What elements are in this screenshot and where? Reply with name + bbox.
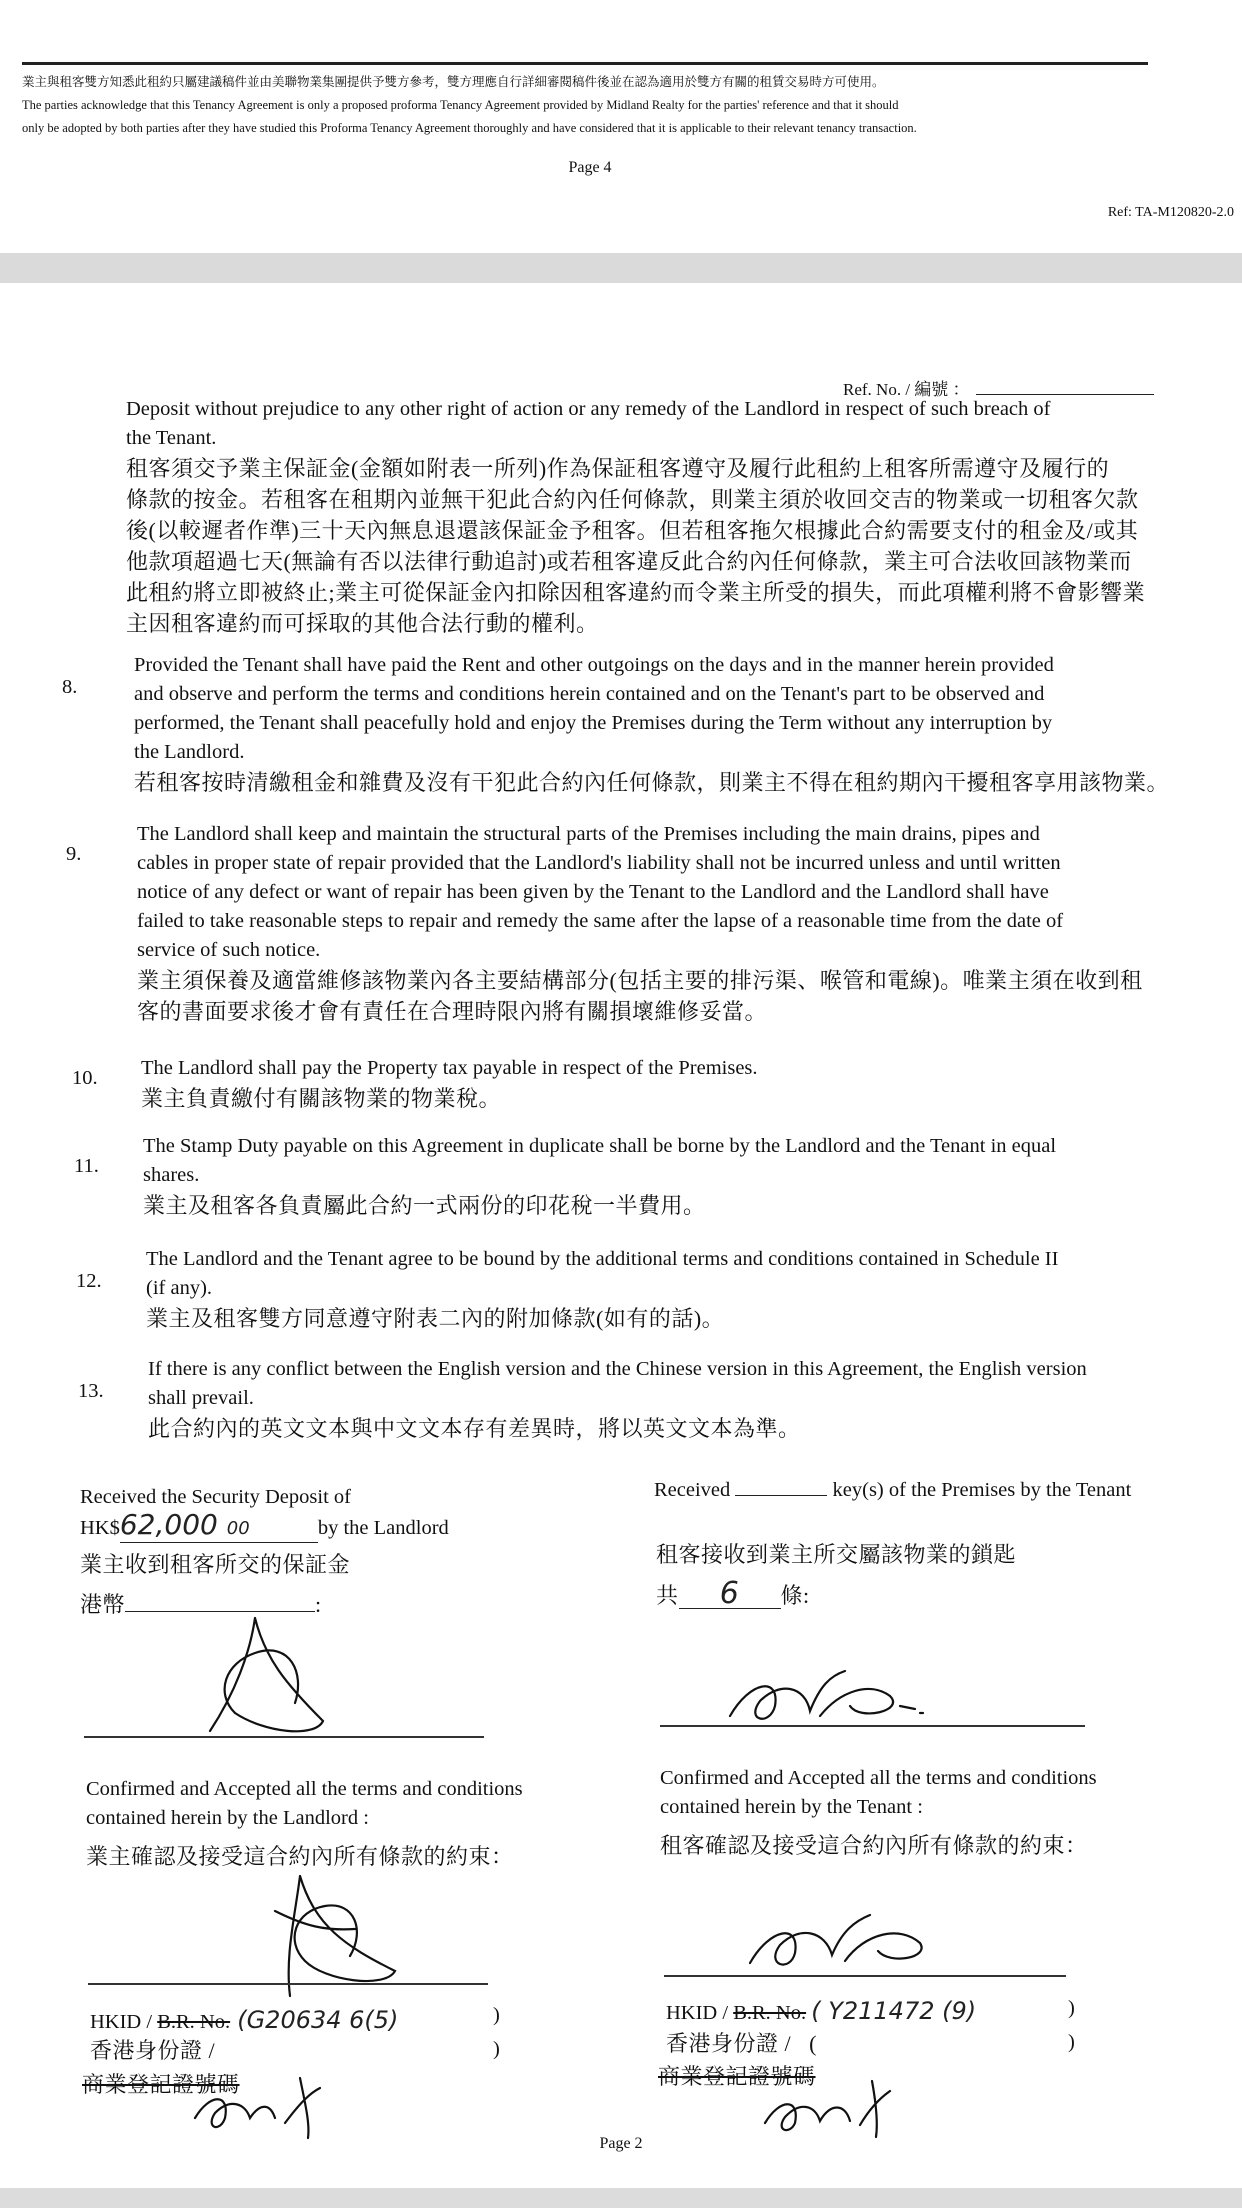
tenant-accept-sign-line [664, 1975, 1066, 1977]
tenant-hkid-close: ) [1068, 1997, 1075, 2019]
page-gap [0, 253, 1242, 283]
clause-12: The Landlord and the Tenant agree to be bound by the additional terms and conditions contained in Schedule II (if any). 業主及租客雙方同意遵守附表二內的附加條款(如有的話)。 [146, 1248, 1059, 1331]
landlord-hkid-zh-close: ) [493, 2038, 500, 2060]
tenant-received-keys-line: Received key(s) of the Premises by the Tenant [654, 1479, 1132, 1501]
landlord-initials-signature [190, 2073, 340, 2143]
landlord-confirm-zh: 業主確認及接受這合約內所有條款的約束： [86, 1844, 514, 1869]
clause-11-number: 11. [74, 1155, 99, 1177]
landlord-received-zh: 業主收到租客所交的保証金 [80, 1552, 351, 1577]
tenant-confirm-1: Confirmed and Accepted all the terms and conditions [660, 1767, 1097, 1789]
clause-13-number: 13. [78, 1380, 104, 1402]
tenant-hkid-line: HKID / B.R. No. ( Y211472 (9) [666, 1997, 977, 2025]
clause-11: The Stamp Duty payable on this Agreement in duplicate shall be borne by the Landlord and the Tenant in equal shares. 業主及租客各負責屬此合約一式兩份的印花稅一半費用。 [143, 1135, 1057, 1218]
clause-12-number: 12. [76, 1270, 102, 1292]
clause-8: Provided the Tenant shall have paid the Rent and other outgoings on the days and in the manner herein provided and observe and perform the terms and conditions herein contained and on the Tenant's part to be observed and performed, the Tenant shall peacefully hold and enjoy the Premises during the Term without any interruption by the Landlord. 若租客按時清繳租金和雜費及沒有干犯此合約內任何條款，則業主不得在租約期內干擾租客享用該物業。 [134, 654, 1170, 795]
disclaimer-zh: 業主與租客雙方知悉此租約只屬建議稿件並由美聯物業集團提供予雙方參考，雙方理應自行詳細審閱稿件後並在認為適用於雙方有關的租賃交易時方可使用。 [22, 75, 885, 89]
tenant-initials-signature [760, 2073, 900, 2143]
previous-page-footer [0, 0, 1242, 253]
tenant-keys-sign-line [660, 1725, 1085, 1727]
tenant-confirm-2: contained herein by the Tenant : [660, 1796, 923, 1818]
tenant-hkid-zh-close: ) [1068, 2031, 1075, 2053]
clause-9: The Landlord shall keep and maintain the structural parts of the Premises including the main drains, pipes and cables in proper state of repair provided that the Landlord's liability shall not be incurred unless and until written notice of any defect or want of repair has been given by the Tenant to the Landlord and the Landlord shall have failed to take reasonable steps to repair and remedy the same after the lapse of a reasonable time from the date of service of such notice. 業主須保養及適當維修該物業內各主要結構部分(包括主要的排污渠、喉管和電線)。唯業主須在收到租 客的書面要求後才會有責任在合理時限內將有關損壞維修妥當。 [137, 823, 1143, 1024]
landlord-hkid-line: HKID / B.R. No. (G20634 6(5) [90, 2006, 399, 2034]
clause-13: If there is any conflict between the English version and the Chinese version in this Agreement, the English version shall prevail. 此合約內的英文文本與中文文本存有差異時，將以英文文本為準。 [148, 1358, 1087, 1441]
landlord-accept-signature [245, 1871, 415, 2001]
deposit-amount: 62,000 00 [120, 1512, 318, 1543]
tenant-keys-signature [720, 1661, 940, 1741]
clause-10: The Landlord shall pay the Property tax payable in respect of the Premises. 業主負責繳付有關該物業的物業稅。 [141, 1057, 758, 1111]
tenant-keys-count-line: 共 6 條: [656, 1576, 810, 1611]
ref-no-label: Ref. No. / 編號 ： [843, 375, 1154, 400]
agreement-page [0, 283, 1242, 2188]
landlord-deposit-signature [195, 1613, 345, 1743]
page-number-top: Page 4 [568, 159, 612, 176]
clause-8-number: 8. [62, 676, 78, 698]
tenant-keys-zh: 租客接收到業主所交屬該物業的鎖匙 [656, 1542, 1017, 1567]
tenant-hkid-zh-line: 香港身份證 / ( [666, 2031, 817, 2056]
landlord-hkid-value: (G20634 6(5) [237, 2006, 399, 2034]
landlord-hkd-line: 港幣 : [80, 1592, 322, 1617]
landlord-hkid-zh: 香港身份證 / [90, 2038, 216, 2063]
landlord-br-zh: 商業登記證號碼 [82, 2072, 240, 2097]
header-rule [22, 62, 1148, 65]
landlord-confirm-1: Confirmed and Accepted all the terms and conditions [86, 1778, 523, 1800]
page-number-bottom: Page 2 [599, 2135, 643, 2152]
clause-7-continuation: Deposit without prejudice to any other right of action or any remedy of the Landlord in respect of such breach of the Tenant. 租客須交予業主保証金(金額如附表一所列)作為保証租客遵守及履行此租約上租客所需遵守及履行的 條款的按金。若租客在租期內並無干犯此合約內任何條款，則業主須於收回交吉的物業或一切租客欠款 後(以較遲者作準)三十天內無息退還該保証金予租客。但若租客拖欠根據此合約需要支付的租金及/或其 他款項超過七天(無論有否以法律行動追討)或若租客違反此合約內任何條款，業主可合法收回該物業而 此租約將立即被終止;業主可從保証金內扣除因租客違約而令業主所受的損失，而此項權利將不會影響業 主因租客違約而可採取的其他合法行動的權利。 [126, 398, 1146, 636]
landlord-accept-sign-line [88, 1983, 488, 1985]
clause-9-number: 9. [66, 843, 82, 865]
disclaimer-en-2: only be adopted by both parties after they have studied this Proforma Tenancy Agreement thoroughly and have considered that it is applicable to their relevant tenancy transaction. [22, 121, 917, 135]
disclaimer-en-1: The parties acknowledge that this Tenancy Agreement is only a proposed proforma Tenancy Agreement provided by Midland Realty for the parties' reference and that it should [22, 98, 899, 112]
landlord-received-deposit: Received the Security Deposit of [80, 1486, 351, 1508]
landlord-confirm-2: contained herein by the Landlord : [86, 1807, 369, 1829]
tenant-accept-signature [740, 1903, 950, 1983]
clause-10-number: 10. [72, 1067, 98, 1089]
keys-count: 6 [679, 1580, 781, 1609]
landlord-hkid-close: ) [493, 2004, 500, 2026]
tenant-hkid-value: ( Y211472 (9) [811, 1997, 977, 2025]
tenant-br-zh: 商業登記證號碼 [658, 2064, 816, 2089]
landlord-deposit-sign-line [84, 1736, 484, 1738]
ref-code: Ref: TA-M120820-2.0 [1107, 205, 1234, 220]
landlord-deposit-line: HK$62,000 00 by the Landlord [80, 1508, 449, 1541]
tenant-confirm-zh: 租客確認及接受這合約內所有條款的約束： [660, 1833, 1088, 1858]
